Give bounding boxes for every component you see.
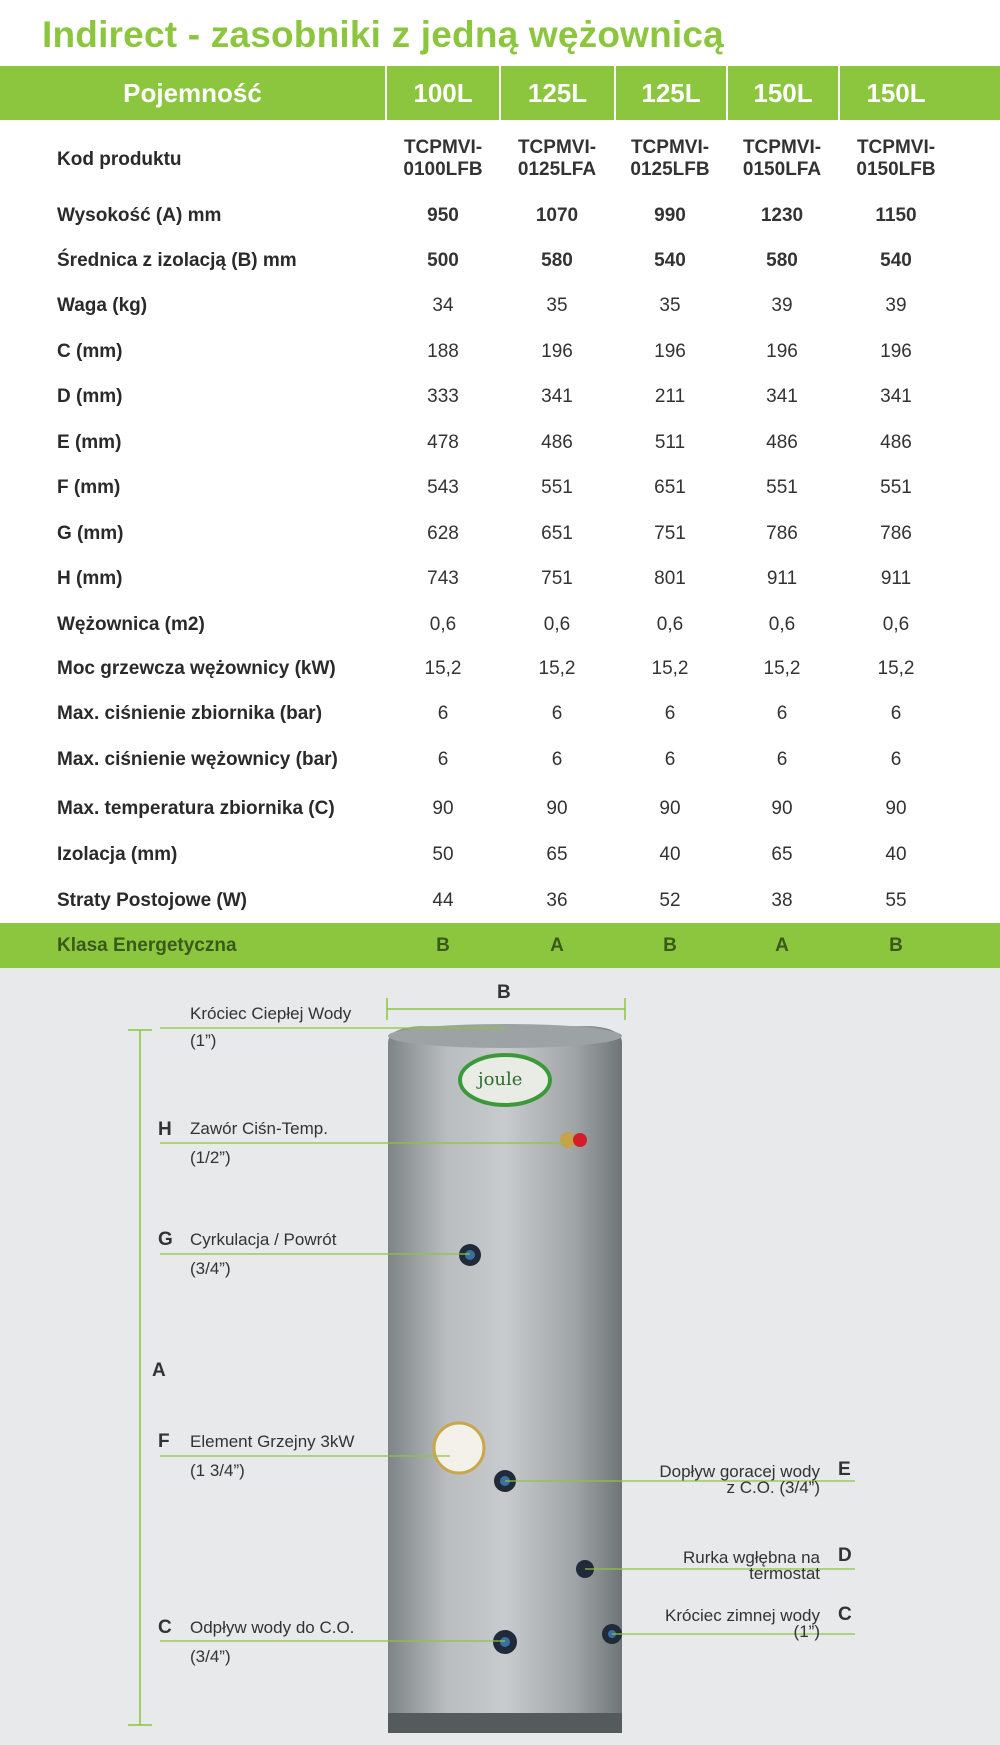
header-capacity: 100L — [413, 78, 473, 108]
label-sensor: Rurka wgłębna na — [682, 1548, 820, 1567]
table-cell: 34 — [432, 295, 454, 316]
table-row — [0, 646, 1000, 691]
row-label: D (mm) — [57, 386, 123, 407]
table-cell: 38 — [771, 890, 793, 911]
table-cell: 341 — [766, 386, 798, 407]
letter-d: D — [838, 1545, 852, 1566]
table-cell: 511 — [654, 432, 686, 453]
table-row — [0, 691, 1000, 736]
row-label: Średnica z izolacją (B) mm — [57, 250, 297, 271]
table-cell: 40 — [659, 844, 681, 865]
label-co-return: Odpływ wody do C.O. — [190, 1618, 355, 1637]
table-row — [0, 511, 1000, 556]
table-cell: 90 — [885, 798, 907, 819]
letter-g: G — [158, 1229, 173, 1250]
table-cell: TCPMVI- 0150LFA — [742, 137, 822, 180]
table-cell: 551 — [541, 477, 573, 498]
valve-cap — [573, 1133, 587, 1147]
row-label: Straty Postojowe (W) — [57, 890, 248, 911]
row-label: H (mm) — [57, 568, 123, 589]
label-co-return-size: (3/4”) — [190, 1647, 231, 1666]
table-cell: 751 — [541, 568, 573, 589]
table-cell: 478 — [427, 432, 459, 453]
table-cell: 911 — [880, 568, 912, 589]
table-cell: A — [775, 935, 789, 956]
table-cell: 15,2 — [763, 658, 801, 679]
tank-diagram — [0, 968, 1000, 1745]
table-row — [0, 556, 1000, 601]
table-cell: B — [663, 935, 677, 956]
table-cell: 580 — [541, 250, 573, 271]
table-cell: 341 — [541, 386, 573, 407]
table-cell: 35 — [546, 295, 568, 316]
table-cell: 65 — [771, 844, 793, 865]
table-cell: 0,6 — [429, 614, 457, 635]
row-label: Kod produktu — [57, 149, 182, 170]
table-header — [0, 66, 1000, 120]
table-cell: 486 — [541, 432, 573, 453]
port-co-return-inner — [500, 1637, 510, 1647]
label-valve: Zawór Ciśn-Temp. — [190, 1119, 328, 1138]
table-cell: 1230 — [760, 205, 804, 226]
table-row — [0, 737, 1000, 782]
table-cell: 486 — [880, 432, 912, 453]
table-cell: 0,6 — [656, 614, 684, 635]
table-cell: 743 — [427, 568, 459, 589]
row-label: F (mm) — [57, 477, 121, 498]
table-cell: 6 — [551, 749, 563, 770]
table-cell: 651 — [541, 523, 573, 544]
table-cell: 651 — [654, 477, 686, 498]
table-cell: 15,2 — [651, 658, 689, 679]
table-cell: 6 — [437, 703, 449, 724]
table-cell: 211 — [654, 386, 686, 407]
table-cell: 50 — [432, 844, 454, 865]
logo-text: joule — [478, 1069, 523, 1090]
header-capacity: 150L — [866, 78, 926, 108]
label-hot-outlet-size: (1”) — [190, 1031, 217, 1050]
row-label: Wężownica (m2) — [57, 614, 205, 635]
label-heater: Element Grzejny 3kW — [190, 1432, 355, 1451]
table-cell: 6 — [551, 703, 563, 724]
table-cell: 188 — [427, 341, 459, 362]
table-cell: 1150 — [875, 205, 917, 226]
label-heater-size: (1 3/4”) — [190, 1461, 245, 1480]
row-label: Izolacja (mm) — [57, 844, 178, 865]
table-cell: 196 — [541, 341, 573, 362]
table-cell: 90 — [546, 798, 568, 819]
table-cell: 6 — [776, 703, 788, 724]
table-cell: 333 — [427, 386, 459, 407]
label-cold-inlet-2: (1”) — [793, 1622, 820, 1641]
table-cell: 0,6 — [882, 614, 910, 635]
table-cell: 6 — [664, 749, 676, 770]
table-cell: 786 — [766, 523, 798, 544]
table-cell: 911 — [766, 568, 798, 589]
table-cell: 6 — [890, 749, 902, 770]
table-cell: 90 — [432, 798, 454, 819]
tank-base — [388, 1713, 622, 1733]
row-label: E (mm) — [57, 432, 122, 453]
table-cell: A — [550, 935, 564, 956]
letter-c-right: C — [838, 1604, 852, 1625]
table-cell: 551 — [880, 477, 912, 498]
table-cell: 551 — [766, 477, 798, 498]
letter-e: E — [838, 1459, 851, 1480]
table-cell: 15,2 — [424, 658, 462, 679]
table-row — [0, 420, 1000, 465]
table-cell: 36 — [546, 890, 568, 911]
table-row — [0, 283, 1000, 328]
letter-b: B — [497, 982, 511, 1003]
table-cell: 39 — [771, 295, 793, 316]
row-label: G (mm) — [57, 523, 124, 544]
table-row — [0, 329, 1000, 374]
page-title: Indirect - zasobniki z jedną wężownicą — [42, 14, 724, 55]
table-cell: 15,2 — [877, 658, 915, 679]
label-valve-size: (1/2”) — [190, 1148, 231, 1167]
heater-element — [434, 1423, 484, 1473]
table-cell: 40 — [885, 844, 907, 865]
table-row — [0, 832, 1000, 877]
table-cell: 990 — [654, 205, 686, 226]
header-capacity: 125L — [641, 78, 701, 108]
row-label: C (mm) — [57, 341, 123, 362]
table-cell: 39 — [885, 295, 907, 316]
table-cell: B — [436, 935, 450, 956]
label-circulation-size: (3/4”) — [190, 1259, 231, 1278]
table-row — [0, 465, 1000, 510]
table-row — [0, 878, 1000, 923]
row-label: Max. ciśnienie wężownicy (bar) — [57, 749, 338, 770]
row-label: Wysokość (A) mm — [57, 205, 222, 226]
label-hot-outlet: Króciec Ciepłej Wody — [190, 1004, 352, 1023]
label-cold-inlet: Króciec zimnej wody — [665, 1606, 820, 1625]
table-cell: 801 — [654, 568, 686, 589]
label-sensor-2: termostat — [749, 1564, 820, 1583]
label-co-supply: Dopływ goracej wody — [659, 1462, 820, 1481]
table-cell: 950 — [427, 205, 459, 226]
table-cell: 196 — [880, 341, 912, 362]
table-cell: 90 — [771, 798, 793, 819]
table-cell: TCPMVI- 0100LFB — [403, 137, 483, 180]
table-cell: 540 — [880, 250, 912, 271]
table-row — [0, 238, 1000, 283]
letter-c-left: C — [158, 1617, 172, 1638]
table-cell: TCPMVI- 0125LFA — [517, 137, 597, 180]
label-co-supply-2: z C.O. (3/4”) — [726, 1478, 820, 1497]
table-cell: 6 — [776, 749, 788, 770]
letter-h: H — [158, 1119, 172, 1140]
table-cell: 15,2 — [538, 658, 576, 679]
table-cell: 628 — [427, 523, 459, 544]
label-circulation: Cyrkulacja / Powrót — [190, 1230, 337, 1249]
table-cell: 196 — [766, 341, 798, 362]
table-row — [0, 193, 1000, 238]
row-label: Waga (kg) — [57, 295, 148, 316]
table-cell: TCPMVI- 0125LFB — [630, 137, 710, 180]
tank-body — [388, 1026, 622, 1724]
table-cell: 486 — [766, 432, 798, 453]
table-cell: 0,6 — [543, 614, 571, 635]
table-cell: 751 — [654, 523, 686, 544]
table-row — [0, 786, 1000, 831]
row-label: Max. temperatura zbiornika (C) — [57, 798, 335, 819]
header-capacity: 125L — [527, 78, 588, 108]
letter-a: A — [152, 1360, 166, 1381]
row-label: Moc grzewcza wężownicy (kW) — [57, 658, 336, 679]
table-cell: 540 — [654, 250, 686, 271]
header-capacity: 150L — [753, 78, 813, 108]
table-cell: 196 — [654, 341, 686, 362]
table-cell: 35 — [659, 295, 681, 316]
table-cell: 55 — [885, 890, 907, 911]
row-label: Klasa Energetyczna — [57, 935, 237, 956]
table-row — [0, 132, 1000, 188]
letter-f: F — [158, 1431, 170, 1452]
table-cell: 786 — [880, 523, 912, 544]
table-cell: 44 — [432, 890, 454, 911]
table-cell: 6 — [890, 703, 902, 724]
table-cell: 341 — [880, 386, 912, 407]
table-cell: 90 — [659, 798, 681, 819]
table-cell: 580 — [766, 250, 798, 271]
table-cell: 0,6 — [768, 614, 796, 635]
energy-class-row — [0, 923, 1000, 968]
port-circulation-inner — [465, 1250, 475, 1260]
table-cell: TCPMVI- 0150LFB — [856, 137, 936, 180]
table-cell: 6 — [664, 703, 676, 724]
table-cell: 1070 — [535, 205, 579, 226]
table-cell: 52 — [659, 890, 681, 911]
table-cell: B — [889, 935, 903, 956]
table-cell: 6 — [437, 749, 449, 770]
row-label: Max. ciśnienie zbiornika (bar) — [57, 703, 323, 724]
header-capacity-label: Pojemność — [123, 78, 262, 108]
table-row — [0, 374, 1000, 419]
table-cell: 543 — [427, 477, 459, 498]
table-cell: 500 — [427, 250, 459, 271]
table-row — [0, 602, 1000, 647]
table-cell: 65 — [546, 844, 568, 865]
